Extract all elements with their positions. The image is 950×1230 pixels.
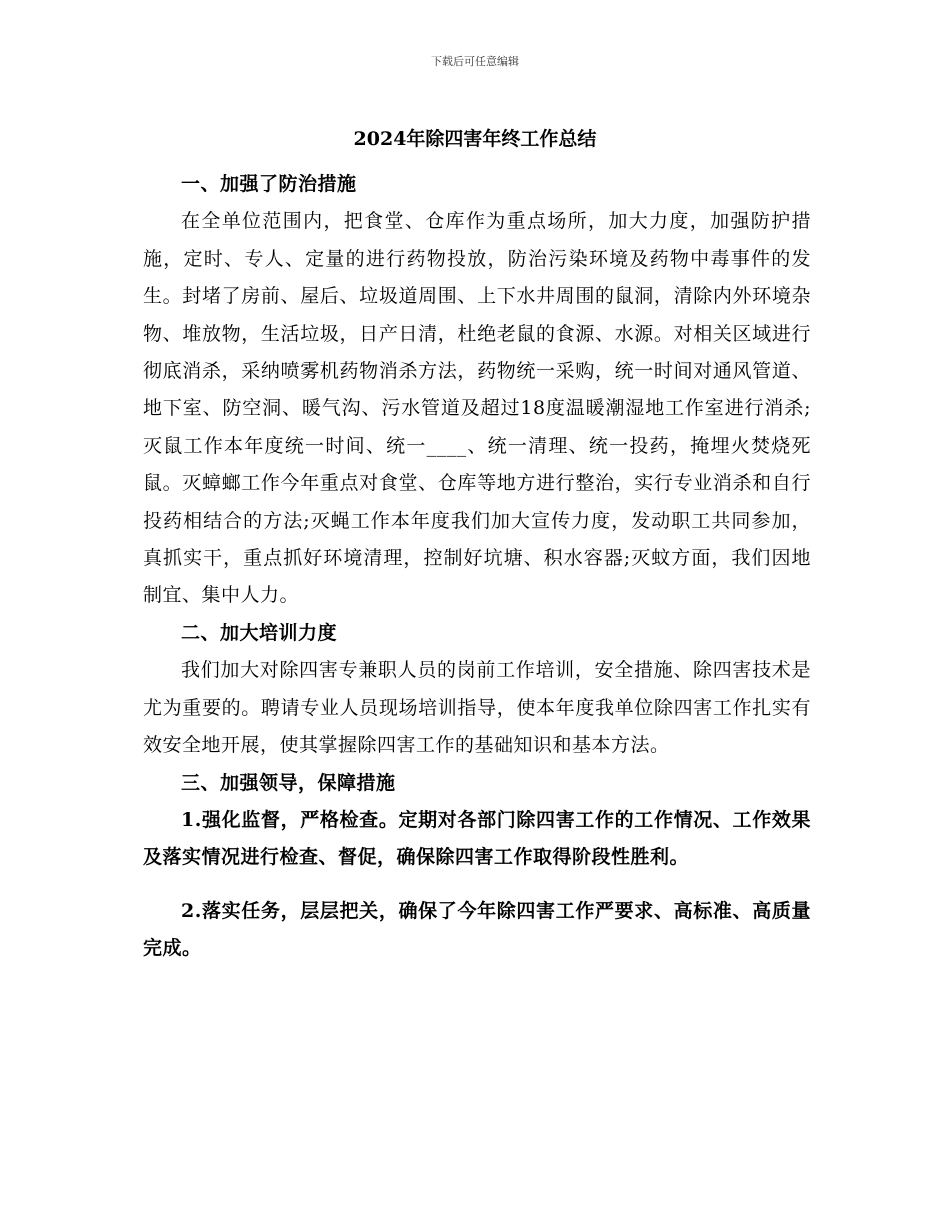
section-paragraph: 在全单位范围内，把食堂、仓库作为重点场所，加大力度，加强防护措施，定时、专人、定量的进行药物投放，防治污染环境及药物中毒事件的发生。封堵了房前、屋后、垃圾道周围、上下水井周围的鼠洞，清除内外环境杂物、堆放物，生活垃圾，日产日清，杜绝老鼠的食源、水源。对相关区域进行彻底消杀，采纳喷雾机药物消杀方法，药物统一采购，统一时间对通风管道、地下室、防空洞、暖气沟、污水管道及超过18度温暖潮湿地工作室进行消杀;灭鼠工作本年度统一时间、统一____、统一清理、统一投药，掩埋火焚烧死鼠。灭蟑螂工作今年重点对食堂、仓库等地方进行整治，实行专业消杀和自行投药相结合的方法;灭蝇工作本年度我们加大宣传力度，发动职工共同参加，真抓实干，重点抓好环境清理，控制好坑塘、积水容器;灭蚊方面，我们因地制宜、集中人力。 — [143, 210, 811, 607]
section-heading: 一、加强了防治措施 — [181, 173, 357, 195]
section-heading: 三、加强领导，保障措施 — [181, 771, 396, 794]
document-title: 2024年除四害年终工作总结 — [353, 128, 597, 150]
download-note: 下载后可任意编辑 — [431, 55, 519, 68]
list-item: 2.落实任务，层层把关，确保了今年除四害工作严要求、高标准、高质量完成。 — [143, 899, 811, 960]
list-item: 1.强化监督，严格检查。定期对各部门除四害工作的工作情况、工作效果及落实情况进行检查、督促，确保除四害工作取得阶段性胜利。 — [143, 808, 811, 869]
section-paragraph: 我们加大对除四害专兼职人员的岗前工作培训，安全措施、除四害技术是尤为重要的。聘请专业人员现场培训指导，使本年度我单位除四害工作扎实有效安全地开展，使其掌握除四害工作的基础知识和基本方法。 — [143, 659, 811, 757]
document-body — [143, 166, 811, 968]
section-heading: 二、加大培训力度 — [181, 621, 338, 644]
